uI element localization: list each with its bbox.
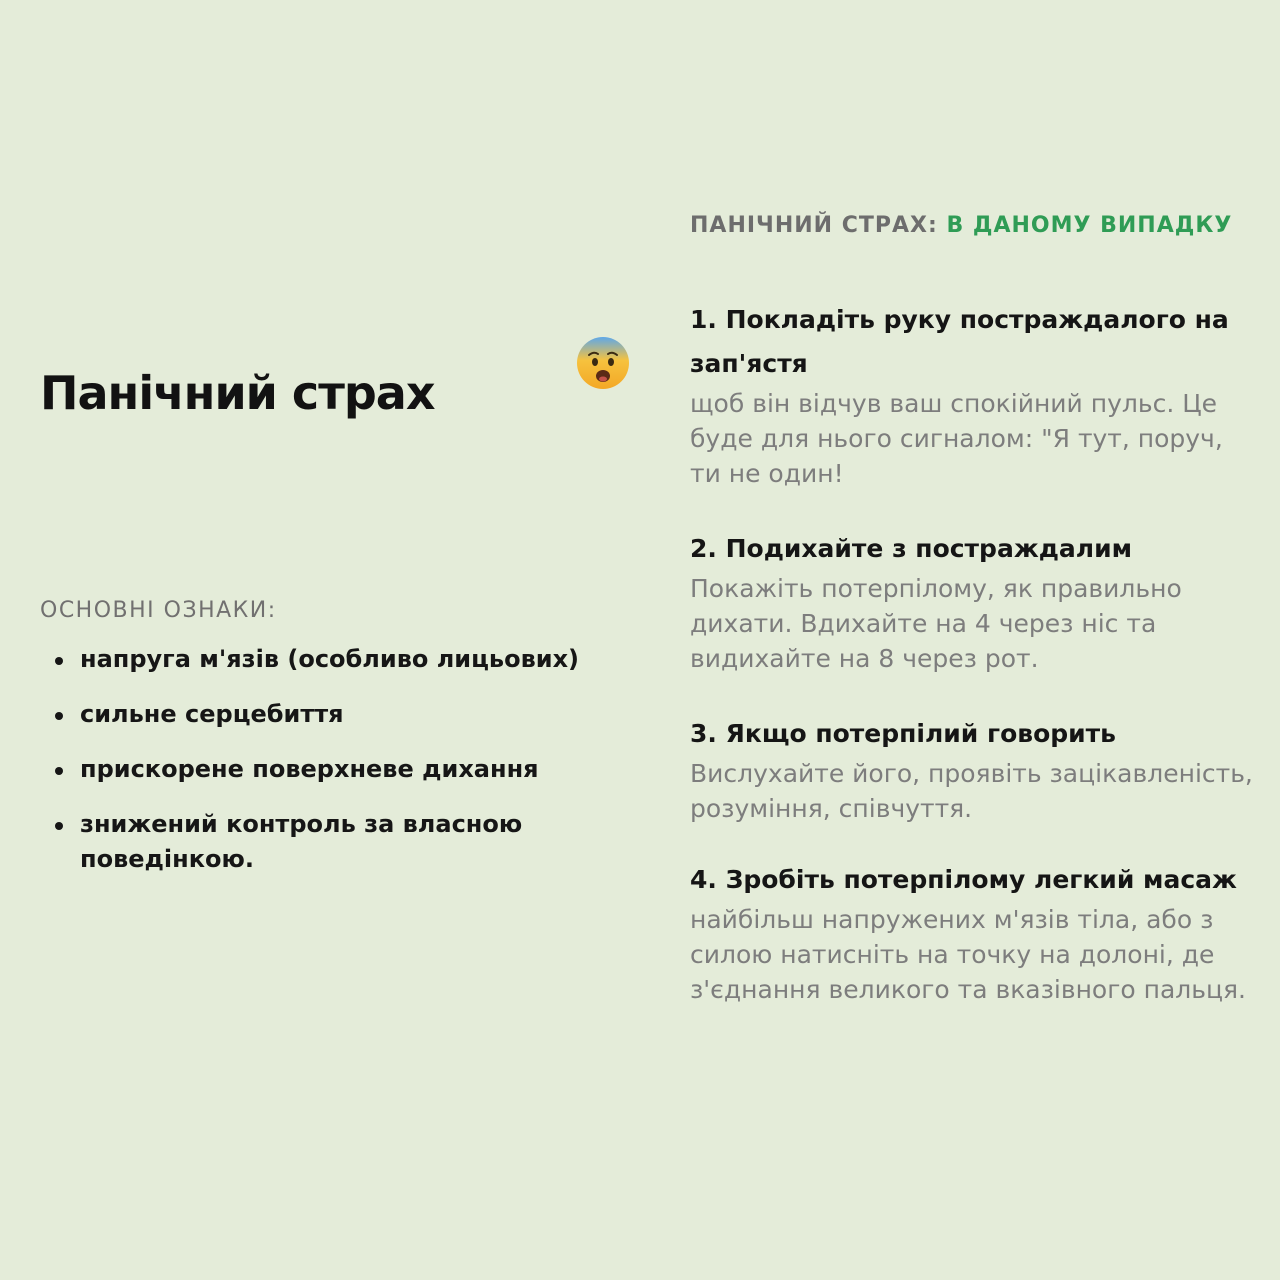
step-title: 1. Покладіть руку постраждалого на зап'ястя — [690, 305, 1229, 378]
step-title: 3. Якщо потерпілий говорить — [690, 719, 1116, 748]
section-header — [690, 210, 1260, 242]
step-body: щоб він відчув ваш спокійний пульс. Це буде для нього сигналом: "Я тут, поруч, ти не один! — [690, 389, 1223, 488]
header-main: ПАНІЧНИЙ СТРАХ: — [690, 213, 938, 238]
step-body: Покажіть потерпілому, як правильно дихати. Вдихайте на 4 через ніс та видихайте на 8 через рот. — [690, 574, 1182, 673]
step-2 — [690, 527, 1260, 676]
step-body: найбільш напружених м'язів тіла, або з силою натисніть на точку на долоні, де з'єднання великого та вказівного пальця. — [690, 905, 1246, 1004]
actions-column — [690, 210, 1260, 1043]
step-title: 2. Подихайте з постраждалим — [690, 534, 1133, 563]
step-4 — [690, 858, 1260, 1007]
anxious-face-emoji-icon — [575, 335, 631, 391]
list-item: знижений контроль за власною поведінкою. — [52, 807, 612, 877]
header-accent: В ДАНОМУ ВИПАДКУ — [946, 213, 1233, 238]
page-title: Панічний страх — [40, 366, 435, 420]
signs-label: ОСНОВНІ ОЗНАКИ: — [40, 598, 277, 623]
step-3 — [690, 712, 1260, 826]
signs-list — [52, 642, 612, 897]
list-item: сильне серцебиття — [52, 697, 612, 732]
step-1 — [690, 298, 1260, 491]
step-body: Вислухайте його, проявіть зацікавленість, розуміння, співчуття. — [690, 759, 1253, 823]
list-item: напруга м'язів (особливо лицьових) — [52, 642, 612, 677]
list-item: прискорене поверхневе дихання — [52, 752, 612, 787]
step-title: 4. Зробіть потерпілому легкий масаж — [690, 865, 1237, 894]
